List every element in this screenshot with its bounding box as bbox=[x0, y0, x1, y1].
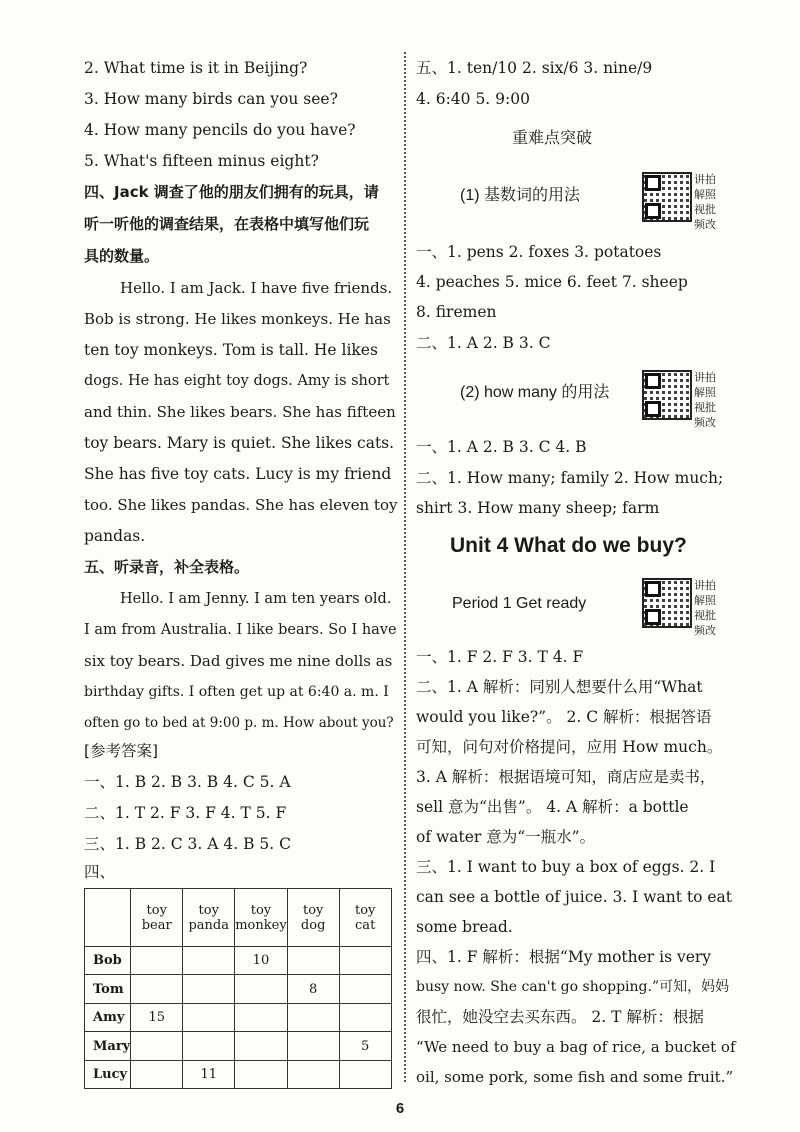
answer-line: oil, some pork, some fish and some fruit.” bbox=[416, 1068, 734, 1086]
passage-line: ten toy monkeys. Tom is tall. He likes bbox=[84, 341, 378, 359]
passage-line: too. She likes pandas. She has eleven toy bbox=[84, 496, 398, 514]
table-cell bbox=[235, 975, 287, 1004]
qr-caption: 讲拍解照视批频改 bbox=[694, 579, 716, 637]
question-line: 5. What's fifteen minus eight? bbox=[84, 152, 319, 170]
qr-caption: 讲拍解照视批频改 bbox=[694, 173, 716, 231]
answer-line: busy now. She can't go shopping.”可知，妈妈 bbox=[416, 979, 730, 995]
answer-line: 二、1. A 解析：同别人想要什么用“What bbox=[416, 678, 703, 696]
table-cell bbox=[183, 1004, 235, 1032]
answer-line: would you like?”。 2. C 解析：根据答语 bbox=[416, 708, 712, 726]
period-title: Period 1 Get ready bbox=[452, 595, 587, 612]
section-title: 重难点突破 bbox=[512, 128, 593, 147]
answer-line: 五、1. ten/10 2. six/6 3. nine/9 bbox=[416, 59, 653, 77]
subsection-title: (1) 基数词的用法 bbox=[460, 187, 581, 204]
table-cell bbox=[339, 947, 391, 975]
table-row bbox=[85, 1032, 392, 1061]
answer-line: 一、1. A 2. B 3. C 4. B bbox=[416, 438, 587, 456]
answer-line: 可知，问句对价格提问，应用 How much。 bbox=[416, 738, 723, 756]
table-row bbox=[85, 1061, 392, 1089]
answer-line: 4. peaches 5. mice 6. feet 7. sheep bbox=[416, 273, 688, 291]
table-cell bbox=[287, 1061, 339, 1089]
section-4-title: 听一听他的调查结果，在表格中填写他们玩 bbox=[84, 215, 370, 233]
table-cell bbox=[131, 947, 183, 975]
answer-line: 3. A 解析：根据语境可知，商店应是卖书， bbox=[416, 768, 716, 786]
answer-line: 四、1. F 解析：根据“My mother is very bbox=[416, 948, 712, 966]
passage-line: Bob is strong. He likes monkeys. He has bbox=[84, 310, 391, 328]
table-header-cell: toy panda bbox=[183, 889, 235, 947]
answer-line: shirt 3. How many sheep; farm bbox=[416, 499, 660, 517]
answer-line: of water 意为“一瓶水”。 bbox=[416, 828, 596, 846]
qr-code-icon[interactable] bbox=[642, 370, 692, 420]
passage-line: birthday gifts. I often get up at 6:40 a. m. I bbox=[84, 684, 389, 700]
answer-line: some bread. bbox=[416, 918, 513, 936]
answer-line: 一、1. pens 2. foxes 3. potatoes bbox=[416, 243, 662, 261]
passage-line: Hello. I am Jack. I have five friends. bbox=[120, 279, 393, 297]
passage-line: I am from Australia. I like bears. So I have bbox=[84, 622, 397, 638]
row-name: Lucy bbox=[85, 1061, 131, 1089]
table-cell bbox=[235, 1032, 287, 1061]
table-header-cell: toy cat bbox=[339, 889, 391, 947]
answer-line: 三、1. B 2. C 3. A 4. B 5. C bbox=[84, 835, 291, 853]
passage-line: Hello. I am Jenny. I am ten years old. bbox=[120, 591, 392, 607]
table-header-cell: toy bear bbox=[131, 889, 183, 947]
table-row bbox=[85, 1004, 392, 1032]
passage-line: dogs. He has eight toy dogs. Amy is short bbox=[84, 373, 390, 389]
qr-code-icon[interactable] bbox=[642, 578, 692, 628]
table-header-cell: toy monkey bbox=[235, 889, 287, 947]
answer-line: 一、1. F 2. F 3. T 4. F bbox=[416, 648, 584, 666]
answer-line: 三、1. I want to buy a box of eggs. 2. I bbox=[416, 858, 716, 876]
table-cell bbox=[287, 1004, 339, 1032]
table-cell: 15 bbox=[131, 1004, 183, 1032]
table-cell bbox=[235, 1004, 287, 1032]
reference-answer-title: [参考答案] bbox=[84, 742, 159, 760]
row-name: Mary bbox=[85, 1032, 131, 1061]
table-cell bbox=[183, 1032, 235, 1061]
table-cell bbox=[287, 1032, 339, 1061]
answer-line: 一、1. B 2. B 3. B 4. C 5. A bbox=[84, 773, 291, 791]
table-cell: 8 bbox=[287, 975, 339, 1004]
column-divider bbox=[404, 52, 406, 1082]
table-cell bbox=[131, 975, 183, 1004]
subsection-title: (2) how many 的用法 bbox=[460, 384, 610, 401]
question-line: 3. How many birds can you see? bbox=[84, 90, 338, 108]
table-cell bbox=[235, 1061, 287, 1089]
table-cell bbox=[131, 1032, 183, 1061]
toy-count-table bbox=[84, 888, 392, 1089]
section-5-title: 五、听录音，补全表格。 bbox=[84, 558, 250, 576]
question-line: 4. How many pencils do you have? bbox=[84, 121, 356, 139]
answer-line: can see a bottle of juice. 3. I want to eat bbox=[416, 888, 732, 906]
table-row bbox=[85, 947, 392, 975]
row-name: Bob bbox=[85, 947, 131, 975]
table-cell bbox=[339, 1004, 391, 1032]
answer-line: sell 意为“出售”。 4. A 解析：a bottle bbox=[416, 798, 689, 816]
passage-line: six toy bears. Dad gives me nine dolls as bbox=[84, 652, 393, 670]
table-cell bbox=[183, 947, 235, 975]
table-cell bbox=[287, 947, 339, 975]
answer-line: 二、1. T 2. F 3. F 4. T 5. F bbox=[84, 804, 287, 822]
qr-caption: 讲拍解照视批频改 bbox=[694, 371, 716, 429]
passage-line: pandas. bbox=[84, 527, 146, 545]
table-cell bbox=[131, 1061, 183, 1089]
table-header-row bbox=[85, 889, 392, 947]
section-4-label: 四、 bbox=[84, 863, 116, 881]
table-row bbox=[85, 975, 392, 1004]
table-cell bbox=[339, 1061, 391, 1089]
table-cell bbox=[183, 975, 235, 1004]
unit-title: Unit 4 What do we buy? bbox=[450, 534, 687, 557]
table-cell bbox=[339, 975, 391, 1004]
table-corner-cell bbox=[85, 889, 131, 947]
table-cell: 5 bbox=[339, 1032, 391, 1061]
answer-line: 二、1. A 2. B 3. C bbox=[416, 334, 551, 352]
page-number: 6 bbox=[395, 1100, 405, 1117]
answer-line: 很忙，她没空去买东西。 2. T 解析：根据 bbox=[416, 1008, 704, 1026]
qr-code-icon[interactable] bbox=[642, 172, 692, 222]
passage-line: toy bears. Mary is quiet. She likes cats. bbox=[84, 434, 395, 452]
question-line: 2. What time is it in Beijing? bbox=[84, 59, 308, 77]
table-cell: 11 bbox=[183, 1061, 235, 1089]
section-4-title: 具的数量。 bbox=[84, 247, 160, 265]
passage-line: and thin. She likes bears. She has fifteen bbox=[84, 403, 396, 421]
answer-line: “We need to buy a bag of rice, a bucket of bbox=[416, 1038, 736, 1056]
row-name: Tom bbox=[85, 975, 131, 1004]
table-header-cell: toy dog bbox=[287, 889, 339, 947]
row-name: Amy bbox=[85, 1004, 131, 1032]
table-cell: 10 bbox=[235, 947, 287, 975]
passage-line: She has five toy cats. Lucy is my friend bbox=[84, 465, 392, 483]
answer-line: 8. firemen bbox=[416, 303, 497, 321]
answer-line: 4. 6:40 5. 9:00 bbox=[416, 90, 530, 108]
passage-line: often go to bed at 9:00 p. m. How about you? bbox=[84, 715, 394, 731]
section-4-title: 四、Jack 调查了他的朋友们拥有的玩具，请 bbox=[84, 183, 379, 201]
answer-line: 二、1. How many; family 2. How much; bbox=[416, 469, 724, 487]
